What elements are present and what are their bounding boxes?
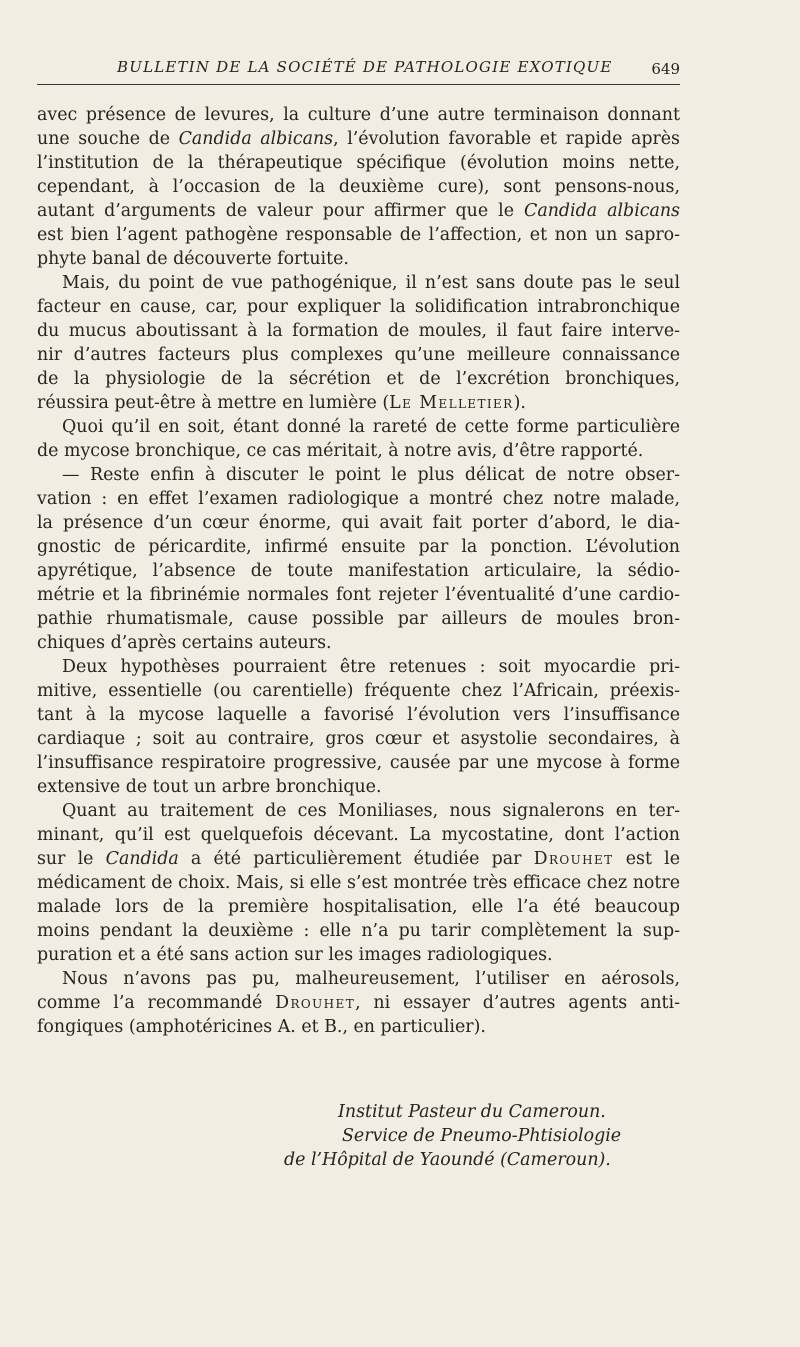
page-header xyxy=(37,58,680,88)
paragraph xyxy=(37,967,680,1039)
text-line xyxy=(37,799,680,823)
text-segment: mitive, essentielle (ou carentielle) fréquente chez l’Africain, préexis- xyxy=(37,681,680,701)
text-segment: pathie rhumatismale, cause possible par ailleurs de moules bron- xyxy=(37,609,680,629)
text-line xyxy=(37,439,680,463)
text-segment: de la physiologie de la sécrétion et de l’excrétion bronchiques, xyxy=(37,369,680,389)
text-line xyxy=(37,679,680,703)
text-segment: vation : en effet l’examen radiologique a montré chez notre malade, xyxy=(37,489,680,509)
text-segment: tant à la mycose laquelle a favorisé l’évolution vers l’insuffisance xyxy=(37,705,680,725)
text-segment: cependant, à l’occasion de la deuxième cure), sont pensons-nous, xyxy=(37,177,680,197)
text-line xyxy=(37,319,680,343)
text-segment: comme l’a recommandé xyxy=(37,993,276,1013)
text-line xyxy=(37,271,680,295)
text-line xyxy=(37,535,680,559)
text-line xyxy=(37,247,680,271)
text-segment: est bien l’agent pathogène responsable de l’affection, et non un sapro- xyxy=(37,225,680,245)
text-line xyxy=(37,631,680,655)
text-segment: chiques d’après certains auteurs. xyxy=(37,633,332,653)
text-segment: extensive de tout un arbre bronchique. xyxy=(37,777,382,797)
text-segment: , l’évolution favorable et rapide après xyxy=(333,129,680,149)
text-segment: réussira peut-être à mettre en lumière ( xyxy=(37,393,390,413)
text-segment: , ni essayer d’autres agents anti- xyxy=(355,993,680,1013)
text-line xyxy=(37,919,680,943)
text-segment: gnostic de péricardite, infirmé ensuite par la ponction. L’évolution xyxy=(37,537,680,557)
text-segment: moins pendant la deuxième : elle n’a pu tarir complètement la sup- xyxy=(37,921,680,941)
text-segment: ). xyxy=(513,393,526,413)
text-line xyxy=(37,415,680,439)
page-number: 649 xyxy=(651,60,680,78)
paragraph xyxy=(37,271,680,415)
text-segment: Nous n’avons pas pu, malheureusement, l’utiliser en aérosols, xyxy=(62,969,680,989)
text-segment: nir d’autres facteurs plus complexes qu’une meilleure connaissance xyxy=(37,345,680,365)
text-line xyxy=(37,175,680,199)
text-segment: fongiques (amphotéricines A. et B., en particulier). xyxy=(37,1017,486,1037)
text-segment: Mais, du point de vue pathogénique, il n’est sans doute pas le seul xyxy=(62,273,680,293)
text-segment: apyrétique, l’absence de toute manifestation articulaire, la sédio- xyxy=(37,561,680,581)
text-line xyxy=(37,871,680,895)
text-segment: autant d’arguments de valeur pour affirmer que le xyxy=(37,201,525,221)
paragraph xyxy=(37,415,680,463)
paragraph xyxy=(37,799,680,967)
running-title: BULLETIN DE LA SOCIÉTÉ DE PATHOLOGIE EXOTIQUE xyxy=(117,58,613,76)
text-line xyxy=(37,991,680,1015)
text-line xyxy=(37,607,680,631)
text-segment: médicament de choix. Mais, si elle s’est montrée très efficace chez notre xyxy=(37,873,680,893)
text-line xyxy=(37,703,680,727)
text-line xyxy=(37,127,680,151)
signature-line: Institut Pasteur du Cameroun. xyxy=(338,1102,606,1122)
text-line xyxy=(37,727,680,751)
signature-line: de l’Hôpital de Yaoundé (Cameroun). xyxy=(284,1150,611,1170)
text-segment: du mucus aboutissant à la formation de moules, il faut faire interve- xyxy=(37,321,680,341)
text-segment: a été particulièrement étudiée par xyxy=(178,849,534,869)
text-segment: avec présence de levures, la culture d’une autre terminaison donnant xyxy=(37,105,680,125)
text-line xyxy=(37,823,680,847)
text-line xyxy=(37,775,680,799)
text-segment: — Reste enfin à discuter le point le plus délicat de notre obser- xyxy=(62,465,680,485)
text-segment: l’insuffisance respiratoire progressive, causée par une mycose à forme xyxy=(37,753,680,773)
author-name: Drouhet xyxy=(533,849,614,869)
author-name: Drouhet xyxy=(275,993,356,1013)
text-line xyxy=(37,487,680,511)
text-segment: métrie et la fibrinémie normales font rejeter l’éventualité d’une cardio- xyxy=(37,585,680,605)
text-line xyxy=(37,511,680,535)
text-segment: sur le xyxy=(37,849,106,869)
text-line xyxy=(37,583,680,607)
text-segment: phyte banal de découverte fortuite. xyxy=(37,249,349,269)
text-segment: la présence d’un cœur énorme, qui avait fait porter d’abord, le dia- xyxy=(37,513,680,533)
text-line xyxy=(37,895,680,919)
text-line xyxy=(37,943,680,967)
text-segment: malade lors de la première hospitalisation, elle l’a été beaucoup xyxy=(37,897,680,917)
paragraph xyxy=(37,655,680,799)
text-line xyxy=(37,223,680,247)
text-line xyxy=(37,199,680,223)
text-segment: facteur en cause, car, pour expliquer la solidification intrabronchique xyxy=(37,297,680,317)
text-line xyxy=(37,1015,680,1039)
paragraph xyxy=(37,103,680,271)
italic-term: Candida albicans xyxy=(524,201,680,221)
text-line xyxy=(37,343,680,367)
text-line xyxy=(37,391,680,415)
affiliation-signature xyxy=(280,1100,680,1172)
text-line xyxy=(37,751,680,775)
text-line xyxy=(37,151,680,175)
text-line xyxy=(37,847,680,871)
text-line xyxy=(37,967,680,991)
text-segment: est le xyxy=(613,849,680,869)
text-segment: une souche de xyxy=(37,129,179,149)
text-line xyxy=(37,655,680,679)
text-segment: Deux hypothèses pourraient être retenues : soit myocardie pri- xyxy=(62,657,680,677)
text-line xyxy=(37,463,680,487)
author-name: Le Melletier xyxy=(389,393,514,413)
header-rule xyxy=(37,84,680,85)
text-segment: de mycose bronchique, ce cas méritait, à notre avis, d’être rapporté. xyxy=(37,441,644,461)
text-segment: l’institution de la thérapeutique spécifique (évolution moins nette, xyxy=(37,153,680,173)
text-segment: Quoi qu’il en soit, étant donné la rareté de cette forme particulière xyxy=(62,417,680,437)
text-line xyxy=(37,295,680,319)
text-segment: puration et a été sans action sur les images radiologiques. xyxy=(37,945,553,965)
signature-line: Service de Pneumo-Phtisiologie xyxy=(342,1126,622,1146)
text-segment: cardiaque ; soit au contraire, gros cœur et asystolie secondaires, à xyxy=(37,729,680,749)
text-line xyxy=(37,103,680,127)
article-body xyxy=(37,103,680,1039)
text-line xyxy=(37,559,680,583)
text-segment: minant, qu’il est quelquefois décevant. La mycostatine, dont l’action xyxy=(37,825,680,845)
paragraph xyxy=(37,463,680,655)
text-line xyxy=(37,367,680,391)
italic-term: Candida albicans xyxy=(178,129,334,149)
italic-term: Candida xyxy=(105,849,179,869)
text-segment: Quant au traitement de ces Moniliases, nous signalerons en ter- xyxy=(62,801,680,821)
